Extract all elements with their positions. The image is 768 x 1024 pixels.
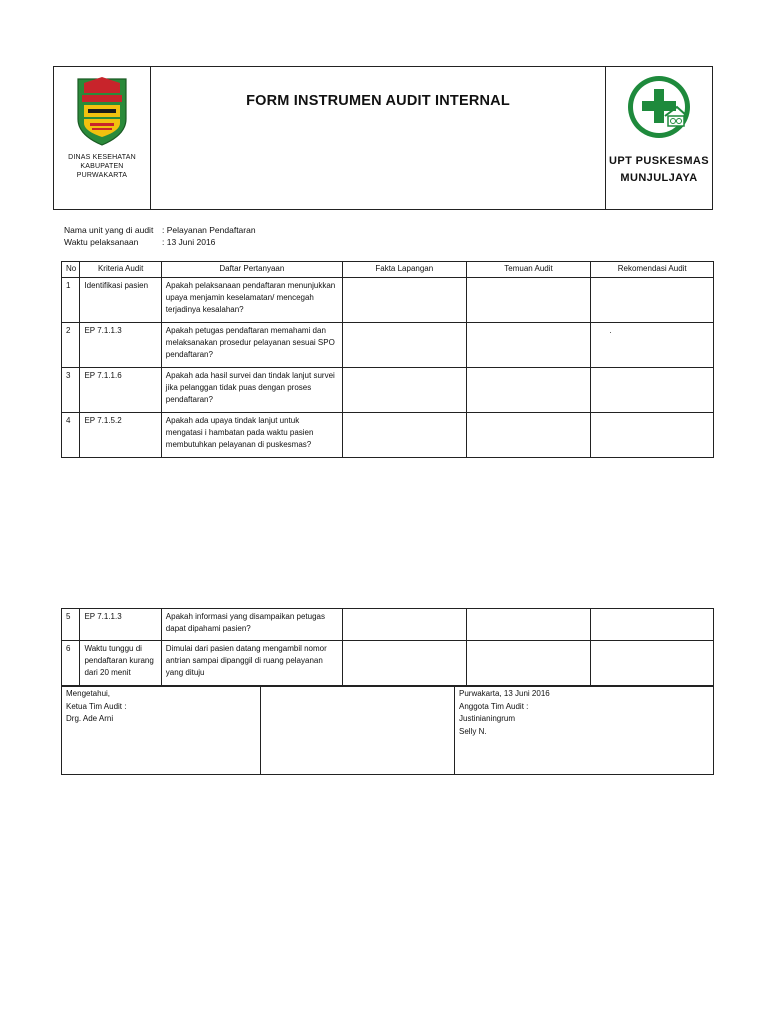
audit-table-continued	[61, 608, 714, 686]
org-line-2: MUNJULJAYA	[620, 172, 698, 184]
cell-temuan	[466, 413, 591, 458]
col-header-pertanyaan: Daftar Pertanyaan	[161, 262, 342, 278]
col-header-temuan: Temuan Audit	[466, 262, 591, 278]
table-header-row	[62, 262, 714, 278]
cell-no: 4	[62, 413, 80, 458]
cell-pertanyaan: Apakah petugas pendaftaran memahami dan melaksanakan prosedur pelayanan sesuai SPO pendaftaran?	[161, 323, 342, 368]
table-row	[62, 323, 714, 368]
audit-unit-value: : Pelayanan Pendaftaran	[162, 225, 256, 235]
cell-rekomendasi	[591, 278, 714, 323]
cell-no: 5	[62, 609, 80, 641]
table-row	[62, 413, 714, 458]
dept-name	[68, 153, 136, 180]
audit-unit-label: Nama unit yang di audit	[64, 225, 154, 235]
org-logo-cell	[606, 67, 712, 209]
cell-fakta	[342, 609, 466, 641]
org-name	[609, 153, 709, 187]
org-line-1: UPT PUSKESMAS	[609, 155, 709, 167]
title-cell	[151, 67, 606, 209]
cell-no: 3	[62, 368, 80, 413]
signature-left	[62, 687, 261, 774]
cell-pertanyaan: Dimulai dari pasien datang mengambil nomor antrian sampai dipanggil di ruang pelayanan yang dituju	[161, 641, 342, 686]
sign-right-line-2: Anggota Tim Audit :	[459, 701, 529, 711]
col-header-rekomendasi: Rekomendasi Audit	[591, 262, 714, 278]
table-row	[62, 278, 714, 323]
cell-rekomendasi	[591, 368, 714, 413]
cell-temuan	[466, 278, 591, 323]
purwakarta-crest-icon	[74, 73, 130, 147]
col-header-kriteria: Kriteria Audit	[80, 262, 161, 278]
sign-right-line-3: Justinianingrum	[459, 714, 516, 723]
cell-temuan	[466, 609, 591, 641]
cell-fakta	[342, 368, 466, 413]
dept-line-2: KABUPATEN	[80, 163, 124, 170]
cell-rekomendasi: .	[591, 323, 714, 368]
cell-rekomendasi	[591, 413, 714, 458]
signature-middle	[261, 687, 455, 774]
sign-left-line-1: Mengetahui,	[66, 689, 111, 698]
cell-fakta	[342, 323, 466, 368]
cell-fakta	[342, 278, 466, 323]
puskesmas-logo-icon	[625, 69, 693, 147]
sign-left-line-3: Drg. Ade Arni	[66, 714, 114, 723]
audit-unit-line	[64, 225, 256, 235]
col-header-fakta: Fakta Lapangan	[342, 262, 466, 278]
cell-no: 2	[62, 323, 80, 368]
cell-pertanyaan: Apakah ada upaya tindak lanjut untuk mengatasi i hambatan pada waktu pasien membutuhkan pelayanan di puskesmas?	[161, 413, 342, 458]
audit-time-value: : 13 Juni 2016	[162, 237, 216, 247]
dept-line-1: DINAS KESEHATAN	[68, 154, 136, 161]
cell-temuan	[466, 368, 591, 413]
cell-pertanyaan: Apakah pelaksanaan pendaftaran menunjukkan upaya menjamin keselamatan/ mencegah terjadinya kesalahan?	[161, 278, 342, 323]
dept-line-3: PURWAKARTA	[76, 172, 128, 179]
table-row	[62, 641, 714, 686]
cell-kriteria: EP 7.1.1.3	[80, 609, 161, 641]
cell-rekomendasi	[591, 609, 714, 641]
sign-left-line-2: Ketua Tim Audit :	[66, 701, 127, 711]
cell-kriteria: EP 7.1.1.3	[80, 323, 161, 368]
table-row	[62, 368, 714, 413]
audit-table	[61, 261, 714, 458]
cell-fakta	[342, 413, 466, 458]
cell-fakta	[342, 641, 466, 686]
cell-rekomendasi	[591, 641, 714, 686]
sign-right-line-4: Selly N.	[459, 726, 487, 736]
form-header	[53, 66, 713, 210]
signature-block	[61, 686, 714, 775]
form-title: FORM INSTRUMEN AUDIT INTERNAL	[246, 93, 510, 109]
cell-temuan	[466, 641, 591, 686]
audit-time-label: Waktu pelaksanaan	[64, 237, 139, 247]
cell-kriteria: EP 7.1.1.6	[80, 368, 161, 413]
cell-pertanyaan: Apakah informasi yang disampaikan petugas dapat dipahami pasien?	[161, 609, 342, 641]
cell-pertanyaan: Apakah ada hasil survei dan tindak lanjut survei jika pelanggan tidak puas dengan proses pendaftaran?	[161, 368, 342, 413]
cell-no: 6	[62, 641, 80, 686]
table-row	[62, 609, 714, 641]
col-header-no: No	[62, 262, 80, 278]
audit-time-line	[64, 237, 215, 247]
cell-kriteria: Waktu tunggu di pendaftaran kurang dari 20 menit	[80, 641, 161, 686]
cell-no: 1	[62, 278, 80, 323]
cell-kriteria: Identifikasi pasien	[80, 278, 161, 323]
cell-temuan	[466, 323, 591, 368]
dept-logo-cell	[54, 67, 151, 209]
sign-right-line-1: Purwakarta, 13 Juni 2016	[459, 689, 550, 698]
signature-right	[455, 687, 713, 774]
cell-kriteria: EP 7.1.5.2	[80, 413, 161, 458]
